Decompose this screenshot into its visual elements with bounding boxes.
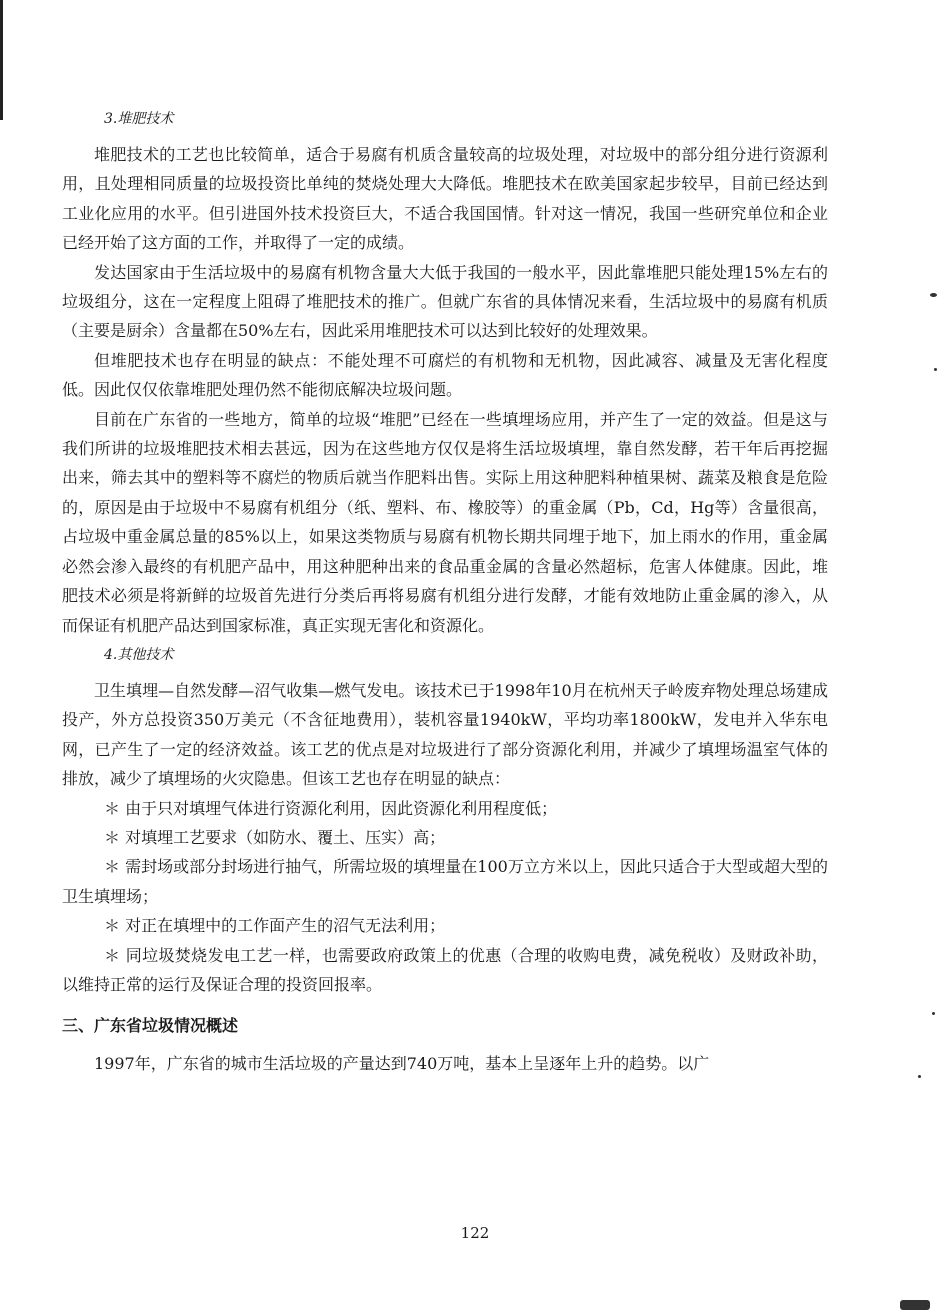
scan-edge-mark — [0, 0, 3, 120]
scan-speck — [934, 368, 937, 371]
scan-speck — [932, 1012, 935, 1015]
paragraph: 堆肥技术的工艺也比较简单，适合于易腐有机质含量较高的垃圾处理，对垃圾中的部分组分进行资源利用，且处理相同质量的垃圾投资比单纯的焚烧处理大大降低。堆肥技术在欧美国家起步较早，目前已经达到工业化应用的水平。但引进国外技术投资巨大，不适合我国国情。针对这一情况，我国一些研究单位和企业已经开始了这方面的工作，并取得了一定的成绩。 — [62, 145, 828, 253]
list-item: ＊ 同垃圾焚烧发电工艺一样，也需要政府政策上的优惠（合理的收购电费，减免税收）及财政补助，以维持正常的运行及保证合理的投资回报率。 — [62, 945, 828, 994]
scan-speck — [900, 1300, 930, 1310]
section-heading-compost: 3.堆肥技术 — [104, 111, 174, 127]
list-item: ＊ 对正在填埋中的工作面产生的沼气无法利用； — [104, 916, 446, 936]
list-item: ＊ 由于只对填埋气体进行资源化利用，因此资源化利用程度低； — [104, 798, 558, 818]
list-item: ＊ 对填埋工艺要求（如防水、覆土、压实）高； — [104, 827, 446, 847]
document-page — [62, 108, 828, 1079]
scan-speck — [930, 293, 937, 297]
paragraph: 卫生填埋—自然发酵—沼气收集—燃气发电。该技术已于1998年10月在杭州天子岭废弃物处理总场建成投产，外方总投资350万美元（不含征地费用），装机容量1940kW，平均功率1800kW，发电并入华东电网，已产生了一定的经济效益。该工艺的优点是对垃圾进行了部分资源化利用，并减少了填埋场温室气体的排放，减少了填埋场的火灾隐患。但该工艺也存在明显的缺点： — [62, 680, 828, 789]
list-item: ＊ 需封场或部分封场进行抽气，所需垃圾的填埋量在100万立方米以上，因此只适合于大型或超大型的卫生填埋场； — [62, 857, 828, 906]
paragraph: 目前在广东省的一些地方，简单的垃圾“堆肥”已经在一些填埋场应用，并产生了一定的效益。但是这与我们所讲的垃圾堆肥技术相去甚远，因为在这些地方仅仅是将生活垃圾填埋，靠自然发酵，若干年后再挖掘出来，筛去其中的塑料等不腐烂的物质后就当作肥料出售。实际上用这种肥料种植果树、蔬菜及粮食是危险的，原因是由于垃圾中不易腐有机组分（纸、塑料、布、橡胶等）的重金属（Pb，Cd，Hg等）含量很高，占垃圾中重金属总量的85%以上，如果这类物质与易腐有机物长期共同埋于地下，加上雨水的作用，重金属必然会渗入最终的有机肥产品中，用这种肥种出来的食品重金属的含量必然超标，危害人体健康。因此，堆肥技术必须是将新鲜的垃圾首先进行分类后再将易腐有机组分进行发酵，才能有效地防止重金属的渗入，从而保证有机肥产品达到国家标准，真正实现无害化和资源化。 — [62, 409, 828, 635]
section-heading-other: 4.其他技术 — [104, 646, 174, 663]
paragraph: 发达国家由于生活垃圾中的易腐有机物含量大大低于我国的一般水平，因此靠堆肥只能处理15%左右的垃圾组分，这在一定程度上阻碍了堆肥技术的推广。但就广东省的具体情况来看，生活垃圾中的易腐有机质（主要是厨余）含量都在50%左右，因此采用堆肥技术可以达到比较好的处理效果。 — [62, 262, 828, 341]
page-number: 122 — [460, 1224, 490, 1242]
paragraph: 1997年，广东省的城市生活垃圾的产量达到740万吨，基本上呈逐年上升的趋势。以广 — [94, 1054, 710, 1074]
chapter-heading-guangdong: 三、广东省垃圾情况概述 — [62, 1016, 239, 1036]
paragraph: 但堆肥技术也存在明显的缺点：不能处理不可腐烂的有机物和无机物，因此减容、减量及无害化程度低。因此仅仅依靠堆肥处理仍然不能彻底解决垃圾问题。 — [62, 350, 828, 400]
scan-speck — [918, 1075, 921, 1078]
